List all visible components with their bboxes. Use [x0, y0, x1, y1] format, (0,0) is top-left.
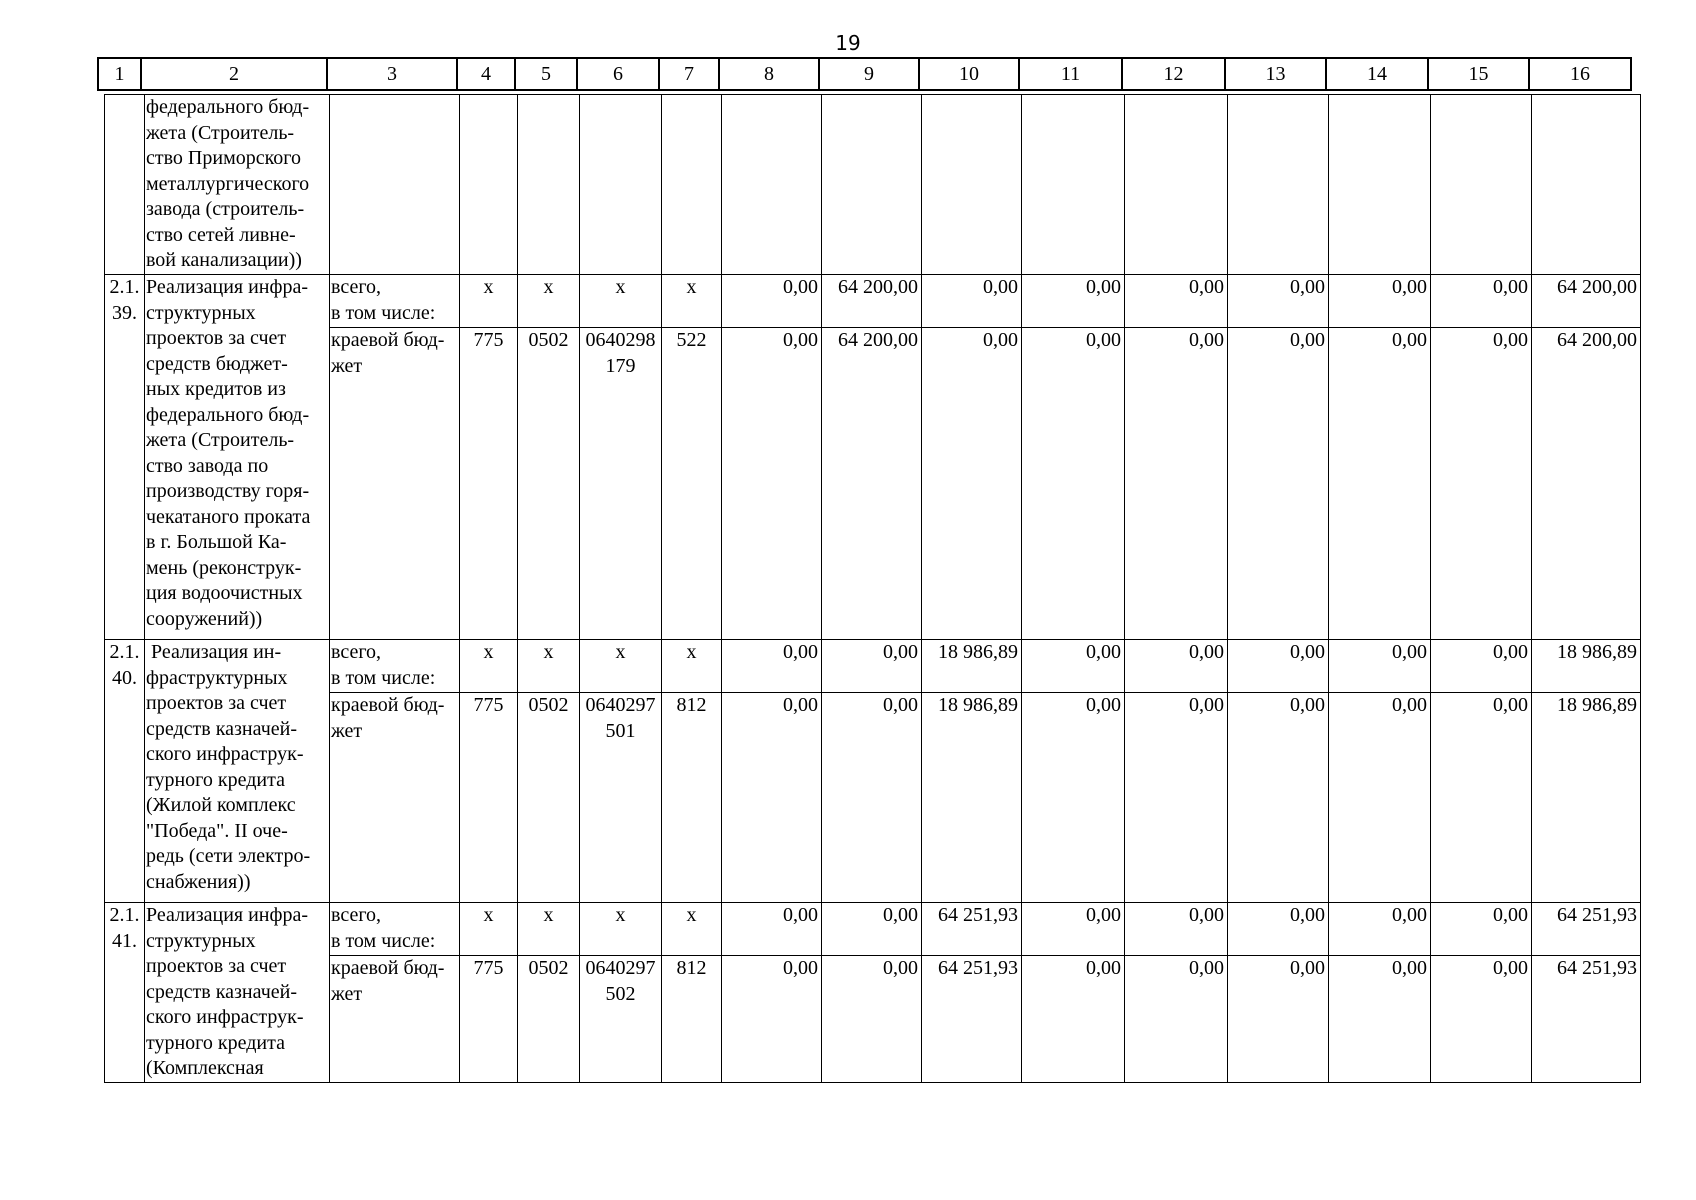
description-line: Реализация ин- [146, 641, 282, 663]
csr-cell: x [580, 640, 662, 693]
item-index [105, 275, 145, 640]
description-line: проектов за счет [146, 692, 287, 714]
column-header: 2 [141, 58, 327, 90]
csr-line: 0640297 [585, 957, 656, 980]
header-row [98, 58, 1631, 90]
vr-cell: x [662, 640, 722, 693]
column-header: 10 [919, 58, 1019, 90]
amount-cell: 64 251,93 [922, 956, 1022, 1082]
column-header: 14 [1326, 58, 1428, 90]
index-line: 2.1. [109, 904, 140, 926]
item-total-row [105, 640, 1641, 693]
amount-cell: 0,00 [1125, 903, 1228, 956]
source-line: всего, [331, 276, 382, 298]
amount-cell: 0,00 [922, 275, 1022, 328]
source-cell [330, 693, 460, 903]
column-header: 15 [1428, 58, 1529, 90]
amount-cell: 0,00 [1022, 640, 1125, 693]
description-line: проектов за счет [146, 327, 287, 349]
amount-cell: 0,00 [922, 328, 1022, 640]
amount-cell: 0,00 [722, 640, 822, 693]
source-line: краевой бюд- [331, 329, 445, 351]
amount-cell: 0,00 [1022, 903, 1125, 956]
amount-cell: 64 200,00 [1532, 275, 1641, 328]
item-description [145, 275, 330, 640]
item-description [145, 903, 330, 1083]
description-line: федерального бюд- [146, 403, 310, 426]
gr-code-cell: x [460, 903, 518, 956]
amount-cell: 0,00 [1329, 328, 1431, 640]
source-line: всего, [331, 904, 382, 926]
source-line: жет [331, 982, 363, 1005]
amount-cell: 0,00 [1022, 956, 1125, 1082]
item-total-row [105, 275, 1641, 328]
description-line: (Жилой комплекс [146, 794, 296, 816]
empty-cell [1431, 95, 1532, 275]
empty-cell [330, 95, 460, 275]
amount-cell: 18 986,89 [1532, 640, 1641, 693]
source-line: жет [331, 354, 363, 377]
description-line: ция водоочистных [146, 582, 303, 604]
item-index [105, 903, 145, 1083]
item-budget-row [105, 956, 1641, 1082]
amount-cell: 0,00 [722, 275, 822, 328]
csr-cell: x [580, 275, 662, 328]
amount-cell: 0,00 [722, 903, 822, 956]
source-cell [330, 956, 460, 1082]
amount-cell: 18 986,89 [922, 640, 1022, 693]
source-line: жет [331, 719, 363, 742]
vr-cell: 812 [662, 693, 722, 903]
source-line: краевой бюд- [331, 957, 445, 980]
amount-cell: 0,00 [1228, 903, 1329, 956]
index-line: 39. [112, 301, 137, 324]
item-budget-row [105, 328, 1641, 640]
amount-cell: 0,00 [1125, 693, 1228, 903]
description-line: "Победа". II оче- [146, 819, 288, 842]
source-cell [330, 275, 460, 328]
empty-cell [722, 95, 822, 275]
csr-line: 0640297 [585, 694, 656, 716]
column-header: 9 [819, 58, 919, 90]
source-line: в том числе: [331, 929, 436, 952]
column-number-header [97, 57, 1632, 91]
gr-code-cell: x [460, 640, 518, 693]
amount-cell: 18 986,89 [1532, 693, 1641, 903]
empty-cell [1022, 95, 1125, 275]
amount-cell: 0,00 [1431, 275, 1532, 328]
description-line: ство завода по [146, 454, 269, 477]
empty-cell [1329, 95, 1431, 275]
column-header: 1 [98, 58, 141, 90]
amount-cell: 64 200,00 [822, 275, 922, 328]
amount-cell: 0,00 [822, 903, 922, 956]
amount-cell: 64 251,93 [1532, 956, 1641, 1082]
description-line: ных кредитов из [146, 378, 286, 400]
empty-cell [518, 95, 580, 275]
csr-cell: x [580, 903, 662, 956]
description-line: структурных [146, 301, 256, 324]
empty-cell [1125, 95, 1228, 275]
item-total-row [105, 903, 1641, 956]
amount-cell: 0,00 [1125, 956, 1228, 1082]
column-header: 6 [577, 58, 659, 90]
description-line: турного кредита [146, 768, 285, 791]
source-line: всего, [331, 641, 382, 663]
description-line: ство Приморского [146, 147, 302, 169]
amount-cell: 0,00 [822, 640, 922, 693]
gr-code-cell: 775 [460, 328, 518, 640]
amount-cell: 0,00 [822, 693, 922, 903]
column-header: 4 [457, 58, 515, 90]
column-header: 16 [1529, 58, 1631, 90]
item-budget-row [105, 693, 1641, 903]
column-header: 3 [327, 58, 457, 90]
amount-cell: 0,00 [1329, 903, 1431, 956]
empty-cell [822, 95, 922, 275]
description-line: Реализация инфра- [146, 276, 309, 298]
amount-cell: 0,00 [1022, 693, 1125, 903]
source-cell [330, 903, 460, 956]
description-cell [145, 95, 330, 275]
description-line: жета (Строитель- [146, 121, 295, 144]
vr-cell: x [662, 903, 722, 956]
amount-cell: 0,00 [1125, 275, 1228, 328]
amount-cell: 18 986,89 [922, 693, 1022, 903]
description-line: производству горя- [146, 480, 310, 502]
rz-pr-cell: 0502 [518, 693, 580, 903]
description-line: мень (реконструк- [146, 556, 302, 579]
description-line: средств казначей- [146, 717, 297, 740]
amount-cell: 0,00 [1228, 956, 1329, 1082]
page-number: 19 [835, 31, 861, 55]
rz-pr-cell: x [518, 903, 580, 956]
amount-cell: 0,00 [1431, 903, 1532, 956]
amount-cell: 0,00 [722, 328, 822, 640]
amount-cell: 0,00 [1329, 275, 1431, 328]
column-header: 11 [1019, 58, 1122, 90]
description-line: ство сетей ливне- [146, 223, 296, 246]
index-line: 40. [112, 666, 137, 689]
rz-pr-cell: x [518, 640, 580, 693]
column-header: 7 [659, 58, 719, 90]
description-line: металлургического [146, 172, 310, 195]
rz-pr-cell: 0502 [518, 328, 580, 640]
column-header: 13 [1225, 58, 1326, 90]
amount-cell: 0,00 [1022, 275, 1125, 328]
budget-table-body [104, 94, 1641, 1083]
amount-cell: 0,00 [1329, 693, 1431, 903]
description-line: чекатаного проката [146, 505, 311, 528]
description-line: вой канализации)) [146, 249, 302, 271]
source-cell [330, 328, 460, 640]
amount-cell: 0,00 [1431, 640, 1532, 693]
amount-cell: 0,00 [1431, 956, 1532, 1082]
empty-cell [1228, 95, 1329, 275]
amount-cell: 0,00 [1125, 328, 1228, 640]
csr-line: 0640298 [585, 329, 656, 351]
rz-pr-cell: 0502 [518, 956, 580, 1082]
amount-cell: 0,00 [1228, 275, 1329, 328]
vr-cell: 812 [662, 956, 722, 1082]
source-line: в том числе: [331, 666, 436, 689]
description-line: завода (строитель- [146, 198, 305, 220]
gr-code-cell: 775 [460, 956, 518, 1082]
empty-cell [922, 95, 1022, 275]
amount-cell: 0,00 [1228, 693, 1329, 903]
amount-cell: 0,00 [1125, 640, 1228, 693]
csr-cell [580, 956, 662, 1082]
amount-cell: 64 251,93 [1532, 903, 1641, 956]
item-description [145, 640, 330, 903]
description-line: средств бюджет- [146, 352, 288, 375]
vr-cell: x [662, 275, 722, 328]
description-line: в г. Большой Ка- [146, 531, 287, 553]
amount-cell: 0,00 [1228, 640, 1329, 693]
description-line: жета (Строитель- [146, 429, 295, 451]
index-line: 2.1. [109, 641, 140, 663]
rz-pr-cell: x [518, 275, 580, 328]
amount-cell: 64 251,93 [922, 903, 1022, 956]
description-line: ского инфраструк- [146, 743, 304, 765]
gr-code-cell: x [460, 275, 518, 328]
csr-cell [580, 328, 662, 640]
amount-cell: 0,00 [1431, 693, 1532, 903]
csr-line: 502 [605, 982, 636, 1005]
vr-cell: 522 [662, 328, 722, 640]
index-cell [105, 95, 145, 275]
description-line: структурных [146, 929, 256, 952]
column-header: 8 [719, 58, 819, 90]
description-line: федерального бюд- [146, 96, 310, 118]
amount-cell: 64 200,00 [822, 328, 922, 640]
description-line: редь (сети электро- [146, 845, 311, 867]
empty-cell [580, 95, 662, 275]
source-line: краевой бюд- [331, 694, 445, 716]
description-line: фраструктурных [146, 666, 288, 689]
amount-cell: 0,00 [1329, 640, 1431, 693]
gr-code-cell: 775 [460, 693, 518, 903]
source-cell [330, 640, 460, 693]
amount-cell: 0,00 [1431, 328, 1532, 640]
index-line: 41. [112, 929, 137, 952]
description-line: (Комплексная [146, 1057, 264, 1079]
index-line: 2.1. [109, 276, 140, 298]
amount-cell: 0,00 [1022, 328, 1125, 640]
description-line: ского инфраструк- [146, 1006, 304, 1028]
amount-cell: 0,00 [722, 956, 822, 1082]
continuation-row [105, 95, 1641, 275]
item-index [105, 640, 145, 903]
description-line: турного кредита [146, 1031, 285, 1054]
description-line: проектов за счет [146, 955, 287, 977]
csr-cell [580, 693, 662, 903]
empty-cell [1532, 95, 1641, 275]
csr-line: 179 [605, 354, 636, 377]
description-line: средств казначей- [146, 980, 297, 1003]
column-header: 12 [1122, 58, 1225, 90]
column-header: 5 [515, 58, 577, 90]
empty-cell [460, 95, 518, 275]
description-line: сооружений)) [146, 607, 263, 630]
source-line: в том числе: [331, 301, 436, 324]
amount-cell: 0,00 [1228, 328, 1329, 640]
csr-line: 501 [605, 719, 636, 742]
description-line: Реализация инфра- [146, 904, 309, 926]
amount-cell: 0,00 [722, 693, 822, 903]
amount-cell: 0,00 [1329, 956, 1431, 1082]
description-line: снабжения)) [146, 870, 251, 893]
amount-cell: 0,00 [822, 956, 922, 1082]
amount-cell: 64 200,00 [1532, 328, 1641, 640]
empty-cell [662, 95, 722, 275]
